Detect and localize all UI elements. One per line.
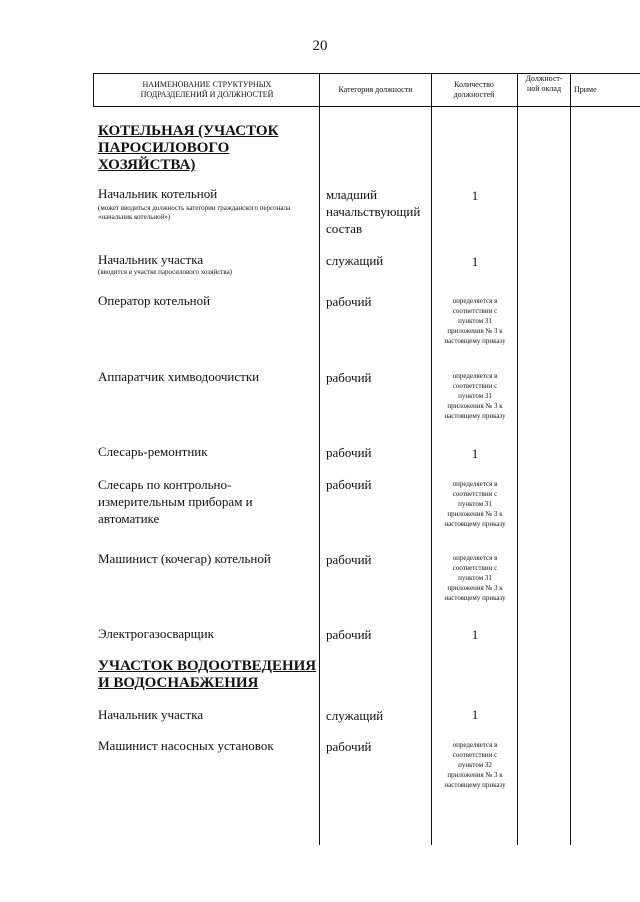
header-salary-column: Должност-ной оклад bbox=[525, 74, 563, 93]
page-number: 20 bbox=[312, 38, 328, 54]
section-title: УЧАСТОК ВОДООТВЕДЕНИЯ И ВОДОСНАБЖЕНИЯ bbox=[98, 658, 317, 691]
column-divider-4 bbox=[570, 73, 571, 845]
position-category: рабочий bbox=[326, 370, 372, 385]
position-category: рабочий bbox=[326, 445, 372, 460]
position-category: рабочий bbox=[326, 477, 372, 492]
header-name-column: НАИМЕНОВАНИЕ СТРУКТУРНЫХ ПОДРАЗДЕЛЕНИЙ И ДОЛЖНОСТЕЙ bbox=[140, 80, 274, 99]
header-note-column: Приме bbox=[574, 85, 597, 94]
position-note: (вводится в участке паросилового хозяйства) bbox=[98, 268, 233, 276]
section-title: КОТЕЛЬНАЯ (УЧАСТОК ПАРОСИЛОВОГО ХОЗЯЙСТВА) bbox=[98, 123, 279, 173]
position-category: младший начальствующий состав bbox=[326, 187, 421, 236]
position-category: рабочий bbox=[326, 627, 372, 642]
position-title: Слесарь по контрольно-измерительным приборам и автоматике bbox=[98, 477, 253, 526]
position-quantity: 1 bbox=[471, 446, 479, 461]
header-quantity-column: Количество должностей bbox=[453, 80, 495, 99]
position-category: служащий bbox=[326, 253, 384, 268]
position-category: служащий bbox=[326, 708, 384, 723]
position-quantity: определяется в соответствии с пунктом 31 приложения № 3 к настоящему приказу bbox=[444, 480, 506, 528]
position-title: Начальник участка bbox=[98, 252, 204, 267]
position-quantity: 1 bbox=[471, 254, 479, 269]
position-quantity: определяется в соответствии с пунктом 31 приложения № 3 к настоящему приказу bbox=[444, 297, 506, 345]
table-left-border bbox=[93, 73, 94, 107]
position-title: Оператор котельной bbox=[98, 293, 211, 308]
position-title: Начальник участка bbox=[98, 707, 204, 722]
position-title: Машинист насосных установок bbox=[98, 738, 274, 753]
position-quantity: 1 bbox=[471, 707, 479, 722]
position-title: Начальник котельной bbox=[98, 186, 218, 201]
position-quantity: определяется в соответствии с пунктом 32 приложения № 3 к настоящему приказу bbox=[444, 741, 506, 789]
position-note: (может вводиться должность категории гражданского персонала «начальник котельной») bbox=[98, 204, 291, 221]
position-title: Слесарь-ремонтник bbox=[98, 444, 208, 459]
position-title: Электрогазосварщик bbox=[98, 626, 214, 641]
position-quantity: 1 bbox=[471, 188, 479, 203]
header-bottom-border bbox=[93, 106, 640, 107]
position-quantity: определяется в соответствии с пунктом 31 приложения № 3 к настоящему приказу bbox=[444, 372, 506, 420]
position-quantity: определяется в соответствии с пунктом 31 приложения № 3 к настоящему приказу bbox=[444, 554, 506, 602]
position-category: рабочий bbox=[326, 739, 372, 754]
position-category: рабочий bbox=[326, 294, 372, 309]
header-category-column: Категория должности bbox=[338, 85, 413, 94]
position-title: Аппаратчик химводоочистки bbox=[98, 369, 260, 384]
position-quantity: 1 bbox=[471, 627, 479, 642]
position-title: Машинист (кочегар) котельной bbox=[98, 551, 271, 566]
position-category: рабочий bbox=[326, 552, 372, 567]
